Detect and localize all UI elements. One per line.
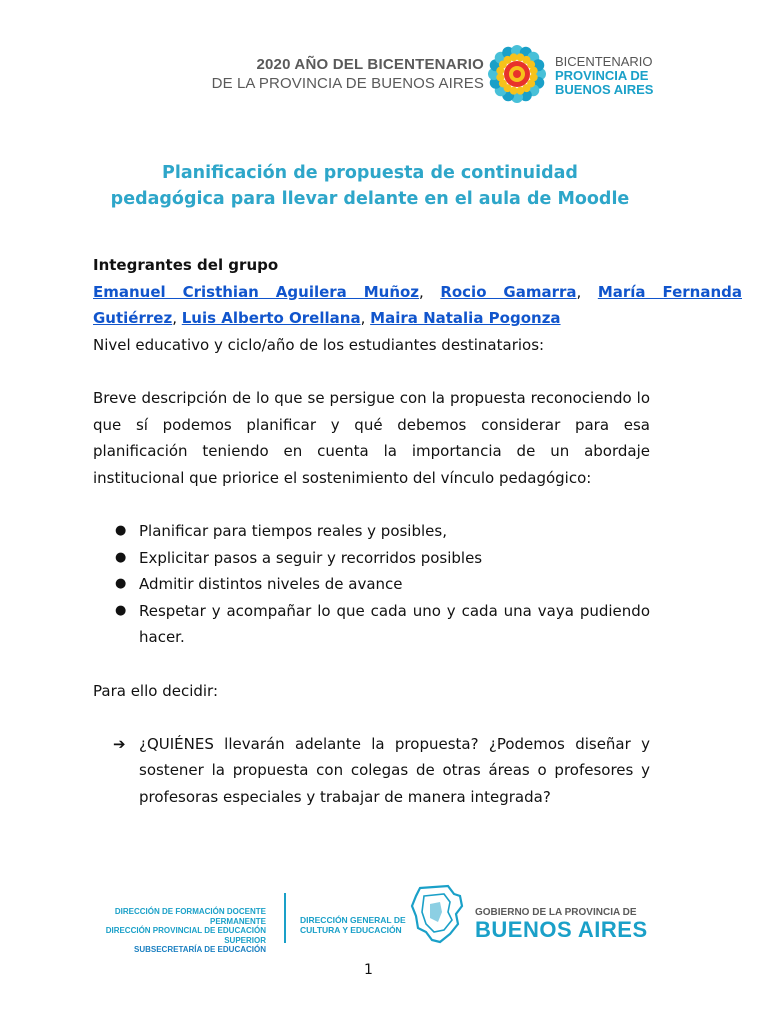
- bullet-icon: ●: [115, 549, 127, 565]
- list-item: [115, 545, 650, 572]
- member-link-3-cont[interactable]: Gutiérrez: [93, 309, 173, 328]
- bullet-icon: ●: [115, 576, 127, 592]
- footer-dgce: [300, 915, 406, 935]
- document-title: [60, 160, 680, 212]
- list-item: [115, 598, 650, 651]
- brand-line-3: BUENOS AIRES: [555, 82, 654, 97]
- header-line-1: 2020 AÑO DEL BICENTENARIO: [256, 56, 484, 73]
- footer-divider: [284, 893, 286, 943]
- separator: ,: [360, 309, 366, 328]
- footer-directorate: [62, 907, 266, 955]
- list-item-text: Respetar y acompañar lo que cada uno y cada una vaya pudiendo hacer.: [139, 601, 650, 647]
- footer-mid-line-2: CULTURA Y EDUCACIÓN: [300, 925, 402, 935]
- footer-government: [475, 907, 648, 941]
- member-link-2[interactable]: Rocio Gamarra: [440, 282, 577, 301]
- brand-line-2: PROVINCIA DE: [555, 68, 649, 83]
- bicentenario-header-text: [212, 56, 484, 93]
- footer-gov-line-1: GOBIERNO DE LA PROVINCIA DE: [475, 907, 637, 918]
- arrow-list: [93, 731, 650, 811]
- list-item: [115, 518, 650, 545]
- arrow-right-icon: ➔: [113, 734, 126, 753]
- footer-logos: [62, 882, 650, 952]
- footer-mid-line-1: DIRECCIÓN GENERAL DE: [300, 915, 406, 925]
- brand-line-1: BICENTENARIO: [555, 54, 653, 69]
- page-number: 1: [364, 962, 373, 978]
- group-heading: Integrantes del grupo: [93, 256, 279, 274]
- footer-left-line-1: DIRECCIÓN DE FORMACIÓN DOCENTE PERMANENTE: [114, 907, 266, 926]
- member-link-4[interactable]: Luis Alberto Orellana: [181, 309, 361, 328]
- decide-paragraph: Para ello decidir:: [93, 681, 219, 700]
- list-item-text: Explicitar pasos a seguir y recorridos posibles: [139, 548, 483, 567]
- list-item-text: Planificar para tiempos reales y posibles,: [139, 521, 447, 540]
- list-item: [113, 731, 650, 811]
- header-line-2: DE LA PROVINCIA DE BUENOS AIRES: [211, 75, 484, 92]
- description-paragraph: Breve descripción de lo que se persigue con la propuesta reconociendo lo que sí podemos planificar y qué debemos considerar para esa planificación teniendo en cuenta la importancia de un abordaje institucional que priorice el sostenimiento del vínculo pedagógico:: [93, 388, 650, 487]
- list-item-text: Admitir distintos niveles de avance: [139, 575, 403, 594]
- document-body: [93, 252, 742, 810]
- bicentenario-brand: [555, 55, 653, 97]
- footer-left-line-3: SUBSECRETARÍA DE EDUCACIÓN: [133, 945, 266, 954]
- bullet-icon: ●: [115, 602, 127, 618]
- title-line-1: Planificación de propuesta de continuidad: [162, 163, 578, 183]
- group-members-line-2: [93, 305, 742, 332]
- separator: ,: [419, 282, 424, 301]
- buenos-aires-map-logo-icon: [410, 884, 468, 946]
- list-item: [115, 571, 650, 598]
- bicentenario-sun-logo-icon: [485, 42, 549, 106]
- group-members-line-1: [93, 279, 742, 306]
- bullet-icon: ●: [115, 522, 127, 538]
- member-link-3[interactable]: María Fernanda: [597, 282, 742, 301]
- footer-left-line-2: DIRECCIÓN PROVINCIAL DE EDUCACIÓN SUPERIOR: [105, 926, 266, 945]
- member-link-5[interactable]: Maira Natalia Pogonza: [370, 309, 561, 328]
- footer-gov-line-2: BUENOS AIRES: [475, 917, 648, 942]
- sun-ray-inner: [530, 67, 538, 75]
- member-link-1[interactable]: Emanuel Cristhian Aguilera Muñoz: [93, 282, 420, 301]
- bullet-list: [93, 518, 650, 651]
- title-line-2: pedagógica para llevar delante en el aula de Moodle: [110, 189, 630, 209]
- list-item-text: ¿QUIÉNES llevarán adelante la propuesta? ¿Podemos diseñar y sostener la propuesta con colegas de otras áreas o profesores y profesoras especiales y trabajar de manera integrada?: [139, 734, 650, 806]
- level-paragraph: Nivel educativo y ciclo/año de los estudiantes destinatarios:: [93, 335, 545, 354]
- separator: ,: [172, 309, 177, 328]
- separator: ,: [576, 282, 582, 301]
